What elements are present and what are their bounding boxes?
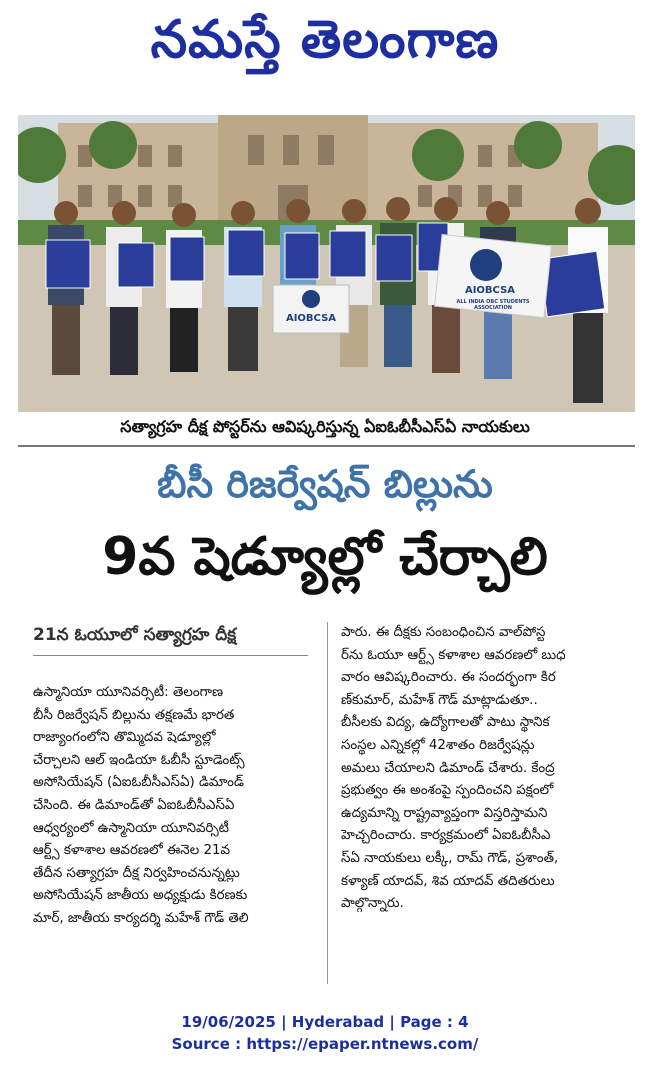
article-line: స్ఏ నాయకులు లక్కీ, రామ్ గౌడ్, ప్రశాంత్,: [341, 850, 559, 866]
article-line: పాల్గొన్నారు.: [341, 896, 404, 912]
article-line: మార్, జాతీయ కార్యదర్శి మహేశ్ గౌడ్ తెలి: [33, 910, 249, 926]
article-line: అమలు చేయాలని డిమాండ్ చేశారు. కేంద్ర: [341, 760, 555, 776]
article-line: అసోసియేషన్ జాతీయ అధ్యక్షుడు కిరణకు: [33, 888, 248, 904]
article-line: ఉస్మానియా యూనివర్సిటీ: తెలంగాణ: [33, 685, 224, 700]
article-line: ప్రభుత్వం ఈ అంశంపై స్పందించని పక్షంలో: [341, 783, 554, 799]
article-line: బీసీలకు విద్య, ఉద్యోగాలతో పాటు స్థానిక: [341, 715, 550, 731]
article-line: ఆధ్వర్యంలో ఉస్మానియా యూనివర్సిటీ: [33, 820, 229, 836]
article-line: చేర్చాలని ఆల్ ఇండియా ఓబీసీ స్టూడెంట్స్: [33, 752, 245, 768]
article-line: పారు. ఈ దీక్షకు సంబంధించిన వాల్‌పోస్ట: [341, 625, 546, 640]
edition-info: 19/06/2025 | Hyderabad | Page : 4: [181, 1013, 469, 1031]
article-line: బీసీ రిజర్వేషన్ బిల్లును తక్షణమే భారత: [33, 707, 235, 723]
article-line: ర్‌ను ఓయూ ఆర్ట్స్ కళాశాల ఆవరణలో బుధ: [341, 647, 566, 663]
headline-kicker: బీసీ రిజర్వేషన్ బిల్లును: [157, 462, 493, 506]
flag-label: AIOBCSA: [464, 285, 516, 296]
subhead-underline: [33, 655, 308, 656]
article-line: సంస్థల ఎన్నికల్లో 42శాతం రిజర్వేషన్లు: [341, 737, 535, 753]
table-banner-label: AIOBCSA: [285, 313, 337, 324]
masthead: [0, 0, 650, 100]
flag-sublabel: ALL INDIA OBC STUDENTS ASSOCIATION: [456, 299, 530, 311]
article-line: తేదీన సత్యాగ్రహ దీక్ష నిర్వహించనున్నట్లు: [33, 865, 240, 881]
column-divider: [327, 622, 328, 984]
source-link[interactable]: Source : https://epaper.ntnews.com/: [171, 1035, 479, 1053]
article-subhead: 21న ఓయూలో సత్యాగ్రహ దీక్ష: [33, 625, 237, 645]
news-photo: [18, 115, 635, 412]
article-line: హెచ్చరించారు. కార్యక్రమంలో ఏఐఓబీసీఎ: [341, 828, 551, 844]
newspaper-logo: నమస్తే తెలంగాణ: [150, 10, 500, 70]
article-line: ణ్‌కుమార్, మహేశ్ గౌడ్ మాట్లాడుతూ..: [341, 692, 538, 708]
article-line: రాజ్యాంగంలోని తొమ్మిదవ షెడ్యూల్లో: [33, 730, 216, 746]
article-column-left: [33, 682, 315, 931]
article-line: వారం ఆవిష్కరించారు. ఈ సందర్భంగా కిర: [341, 670, 556, 686]
article-line: అసోసియేషన్ (ఏఐఓబీసీఎస్ఏ) డిమాండ్: [33, 775, 244, 791]
article-line: చేసింది. ఈ డిమాండ్‌తో ఏఐఓబీసీఎస్ఏ: [33, 797, 235, 813]
article-line: ఉద్యమాన్ని రాష్ట్రవ్యాప్తంగా విస్తరిస్తామని: [341, 805, 548, 821]
article-line: కళ్యాణ్ యాదవ్, శివ యాదవ్ తదితరులు: [341, 873, 555, 889]
article-column-right: [341, 622, 623, 916]
article-line: ఆర్ట్స్ కళాశాల ఆవరణలో ఈనెల 21వ: [33, 843, 231, 859]
caption-divider: [18, 445, 635, 447]
photo-caption: సత్యాగ్రహ దీక్ష పోస్టర్‌ను ఆవిష్కరిస్తున్న ఏఐఓబీసీఎస్ఏ నాయకులు: [120, 417, 530, 436]
headline-main: 9వ షెడ్యూల్లో చేర్చాలి: [102, 527, 548, 587]
